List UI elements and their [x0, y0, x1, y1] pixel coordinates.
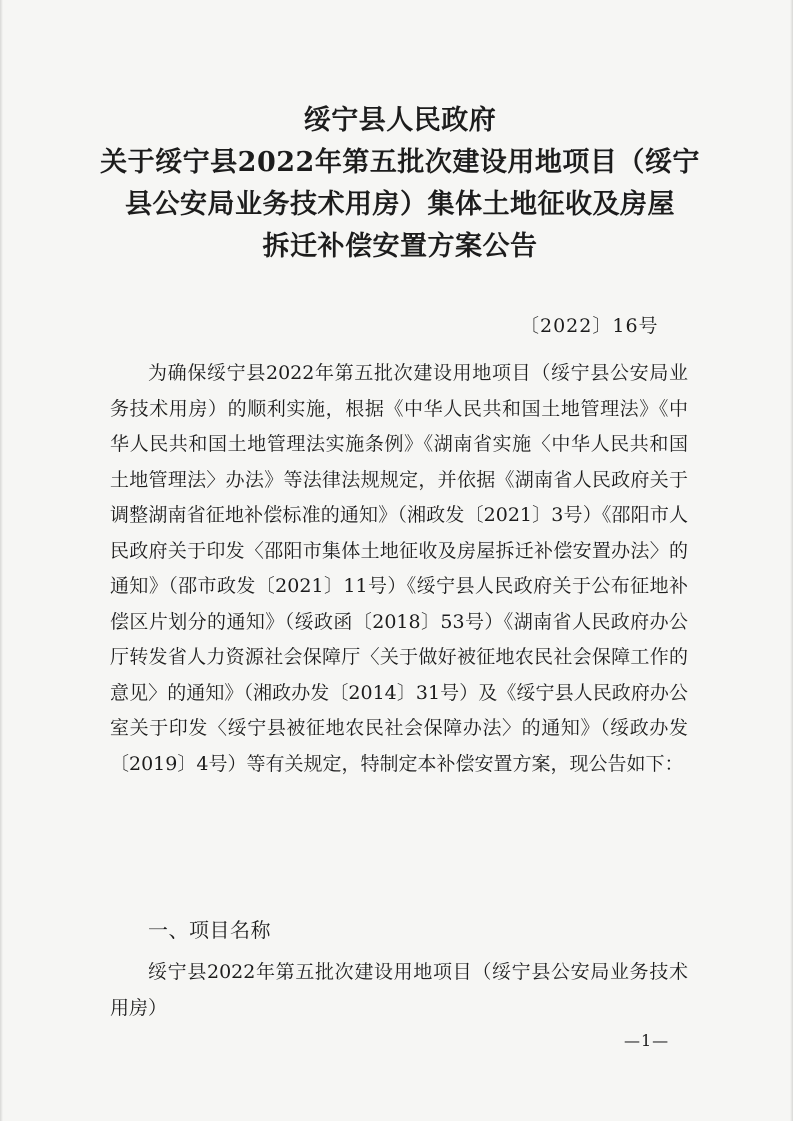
title-line-issuer: 绥宁县人民政府	[303, 105, 497, 136]
title-line-4: 拆迁补偿安置方案公告	[262, 231, 538, 262]
body-intro	[110, 356, 688, 782]
document-title	[100, 100, 700, 268]
title-line-3: 县公安局业务技术用房）集体土地征收及房屋	[125, 189, 675, 220]
section-heading-project-name: 一、项目名称	[148, 918, 271, 942]
intro-paragraph: 为确保绥宁县2022年第五批次建设用地项目（绥宁县公安局业务技术用房）的顺利实施，根据《中华人民共和国土地管理法》《中华人民共和国土地管理法实施条例》《湖南省实施〈中华人民共和国土地管理法〉办法》等法律法规规定，并依据《湖南省人民政府关于调整湖南省征地补偿标准的通知》（湘政发〔2021〕3号）《邵阳市人民政府关于印发〈邵阳市集体土地征收及房屋拆迁补偿安置办法〉的通知》（邵市政发〔2021〕11号）《绥宁县人民政府关于公布征地补偿区片划分的通知》（绥政函〔2018〕53号）《湖南省人民政府办公厅转发省人力资源社会保障厅〈关于做好被征地农民社会保障工作的意见〉的通知》（湘政办发〔2014〕31号）及《绥宁县人民政府办公室关于印发〈绥宁县被征地农民社会保障办法〉的通知》（绥政办发〔2019〕4号）等有关规定，特制定本补偿安置方案，现公告如下：	[110, 362, 688, 775]
document-number: 〔2022〕16号	[520, 315, 659, 337]
page-number: —1—	[624, 1031, 670, 1050]
body-section-1	[110, 954, 688, 1026]
section-1-paragraph: 绥宁县2022年第五批次建设用地项目（绥宁县公安局业务技术用房）	[110, 961, 688, 1019]
scan-edge-left	[0, 0, 3, 1121]
title-line-2: 关于绥宁县2022年第五批次建设用地项目（绥宁	[100, 147, 700, 178]
